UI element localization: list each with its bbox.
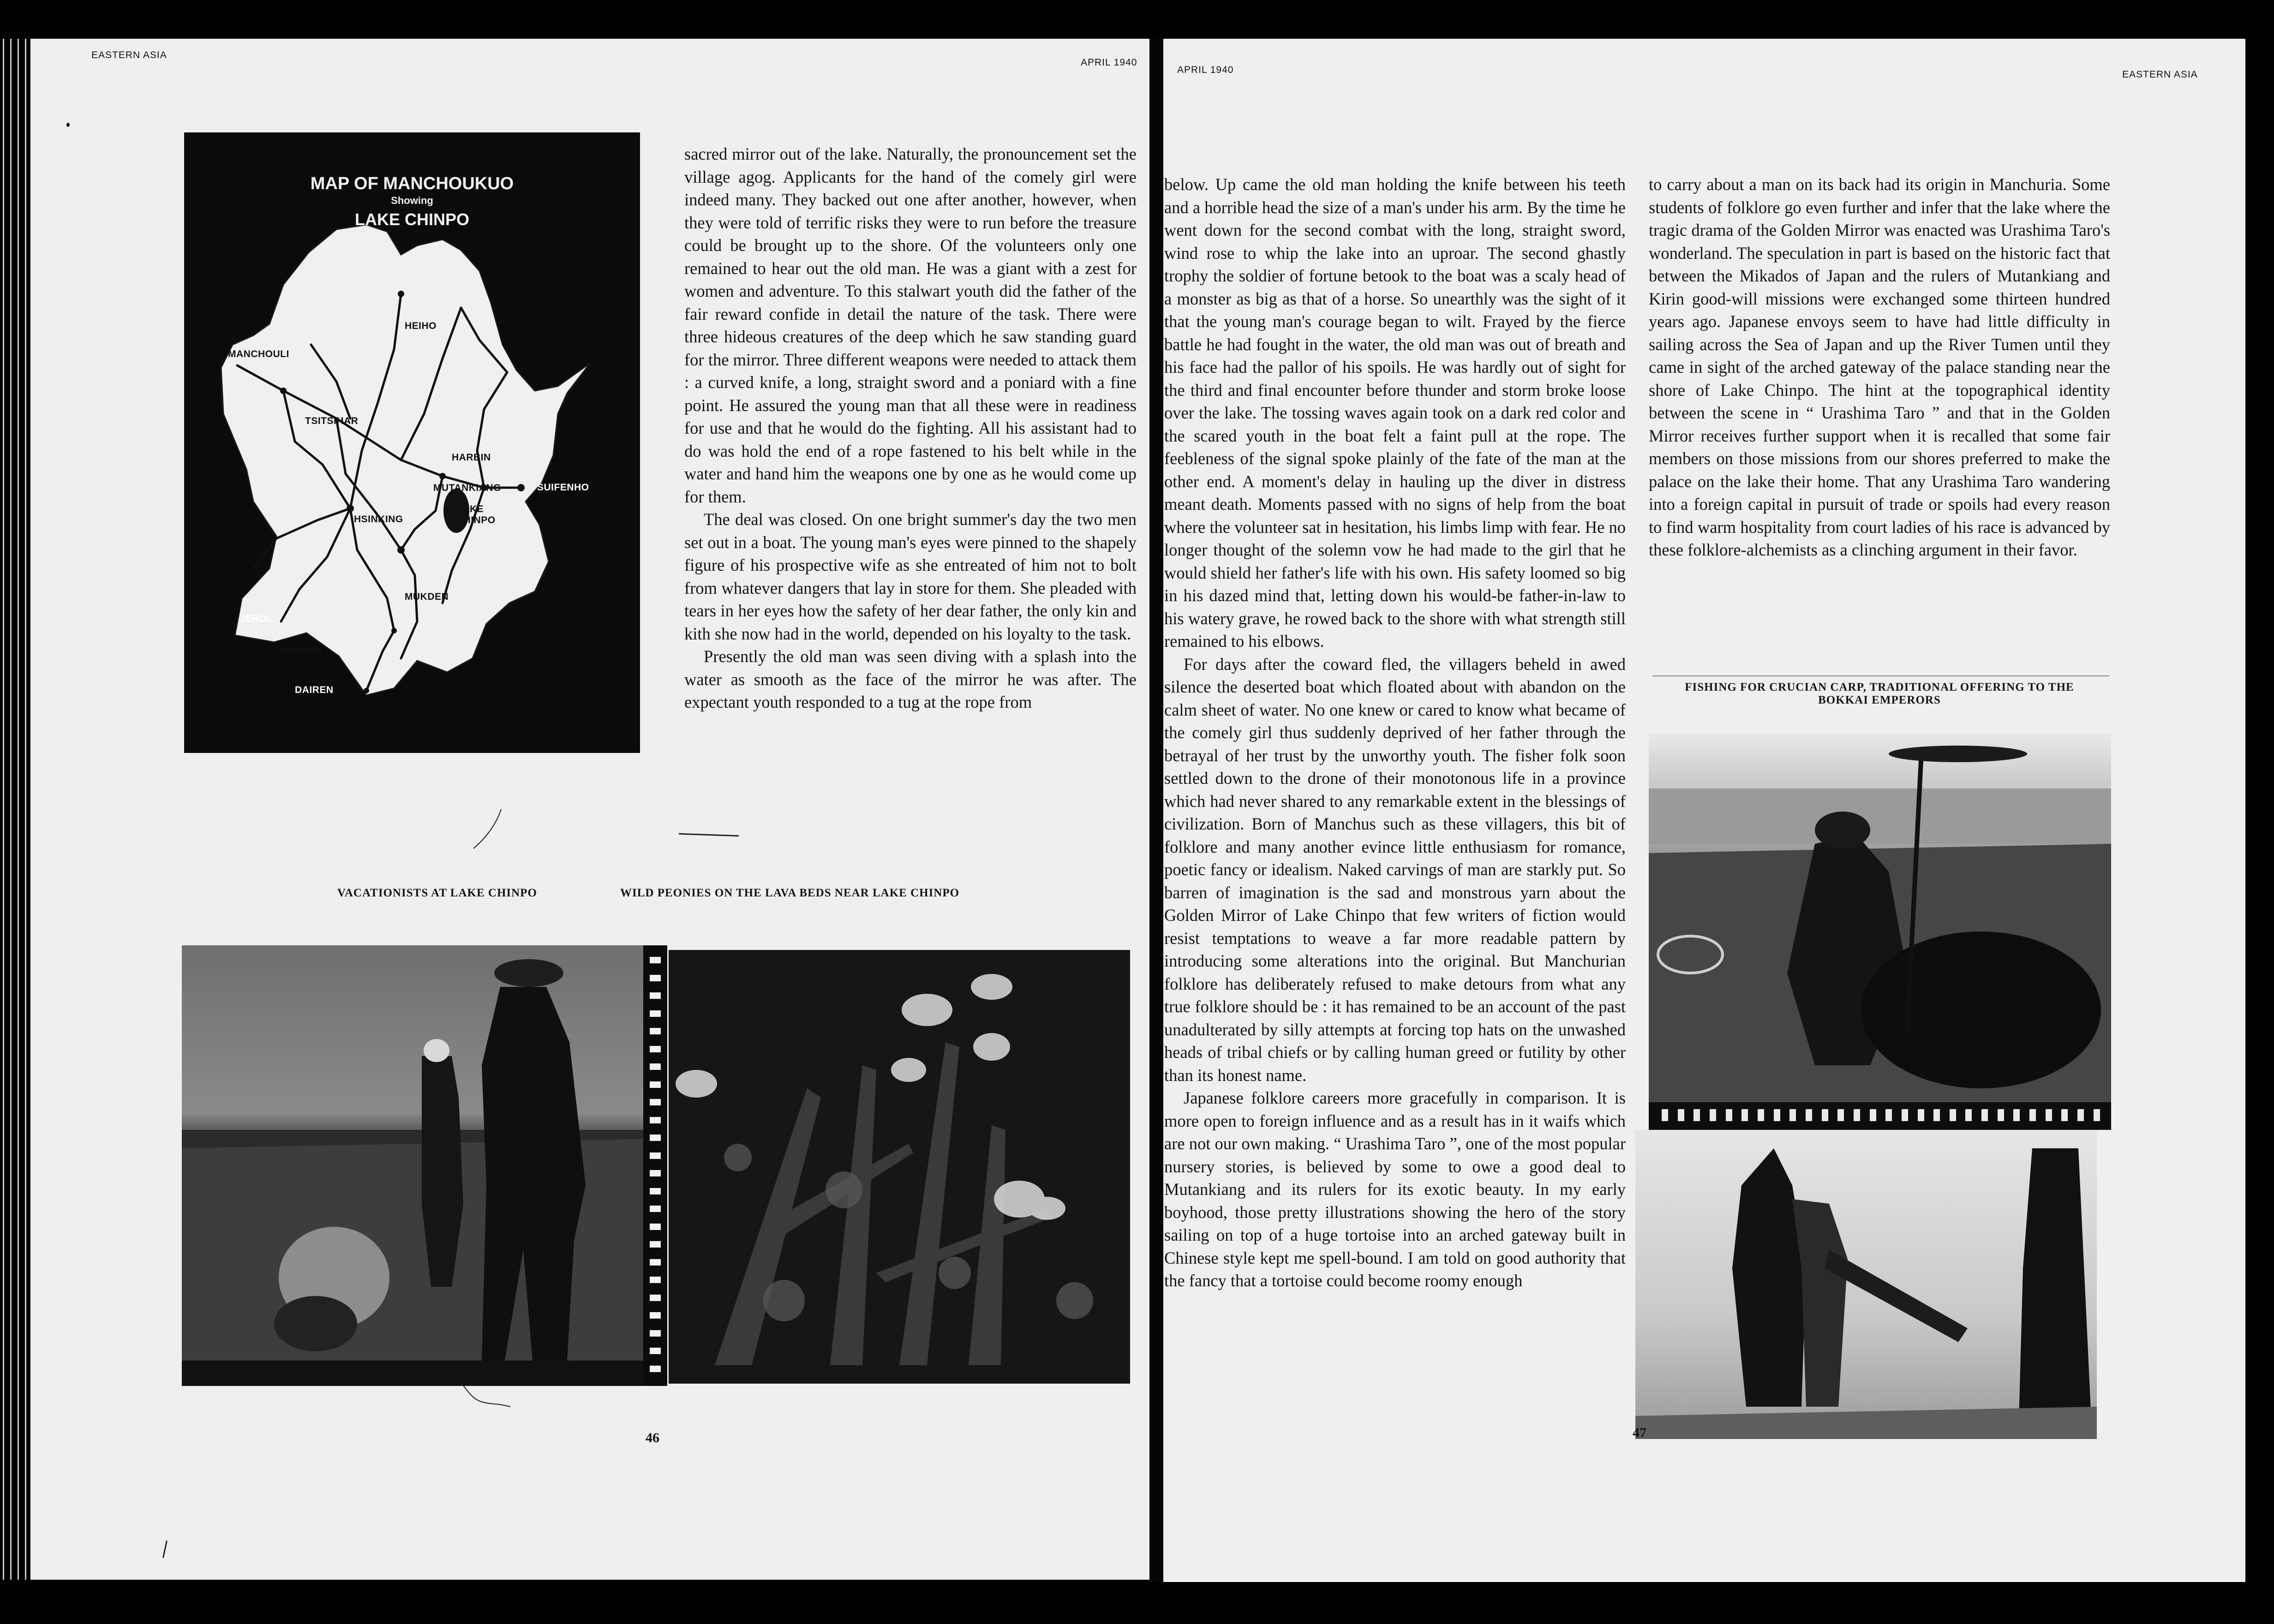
map-of-manchoukuo — [184, 132, 640, 753]
paragraph: Presently the old man was seen diving with a splash into the water as smooth as the face of the mirror he was after. The expectant youth responded to a tug at the rope from — [684, 647, 1137, 711]
city-label-jehol: JEHOL — [239, 614, 273, 624]
city-label-hsinking: HSINKING — [354, 514, 403, 525]
book-spine — [1149, 39, 1163, 1582]
right-page — [1163, 39, 2245, 1582]
city-label-lake-chinpo: LAKE CHINPO — [456, 504, 496, 525]
caption-rule — [1652, 675, 2109, 676]
city-label-mutankiang: MUTANKIANG — [433, 483, 501, 493]
pencil-underline — [679, 833, 739, 837]
city-label-shanhaikwan: SHANHAI — [276, 645, 323, 655]
paragraph: For days after the coward fled, the villagers beheld in awed silence the deserted boat which floated about with abandon on the calm sheet of water. No one knew or cared to know what became of the comely girl thus suddenly deprived of her father through the betrayal of her trust by the unworthy youth. The fisher folk soon settled down to the drone of their monotonous life in a province which had never shared to any remarkable extent in the blessings of civilization. Born of Manchus such as these villagers, this bit of folklore and many another evince little enthusiasm for romance, poetic fancy or idealism. Naked carvings of man are starkly put. So barren of imagination is the sad and monstrous yarn about the Golden Mirror of Lake Chinpo that few writers of fiction would resist temptations to weave a far more readable pattern by introducing some alterations into the original. But Manchurian folklore has deliberately refused to make detours from what any true folklore should be : it has remained to be an account of the past unadulterated by silly attempts at forcing top hats on the unwashed heads of tribal chiefs or by calling human greed or futility by other than its honest name. — [1164, 654, 1626, 1085]
photo-fishing-crucian-carp-lower — [1635, 1130, 2097, 1439]
manchoukuo-territory — [221, 225, 590, 695]
paragraph: sacred mirror out of the lake. Naturally, the pronouncement set the village agog. Applicants for the hand of the comely girl were indeed many. They backed out one after another, however, when they were told of terrific risks they were to run before the treasure could be brought up to the shore. Of the volunteers only one remained to hear out the old man. He was a giant with a zest for women and adventure. To this stalwart youth did the father of the fair reward confide in detail the nature of the task. There were three hideous creatures of the deep which he saw standing guard for the mirror. Three different weapons were needed to attack them : a curved knife, a long, straight sword and a poniard with a fine point. He assured the young man that all these were in readiness for use and that he would do the fighting. All his assistant had to do was hold the end of a rope fastened to his belt while in the water and hand him the weapons one by one as he would come up for them. — [684, 144, 1137, 506]
running-head-date: APRIL 1940 — [1177, 65, 1234, 75]
city-label-heiho: HEIHO — [405, 321, 437, 331]
city-label-manchouli: MANCHOULI — [228, 349, 289, 359]
caption-line-2: BOKKAI EMPERORS — [1818, 694, 1941, 706]
caption-line-1: FISHING FOR CRUCIAN CARP, TRADITIONAL OFFERING TO THE — [1685, 681, 2074, 693]
city-label-tsitsihar: TSITSIHAR — [305, 416, 359, 426]
pencil-squiggle — [460, 1379, 515, 1411]
paragraph: Japanese folklore careers more gracefully in comparison. It is more open to foreign influence and as a result has in it waifs which are not our own making. “ Urashima Taro ”, one of the most popular nursery stories, is believed by some to owe a good deal to Mutankiang and its rulers for its exotic beauty. In my early boyhood, those pretty illustrations showing the hero of the story sailing on top of a huge tortoise into an arched gateway built in Chinese style kept me spell-bound. I am told on good authority that the fancy that a tortoise could become roomy enough — [1164, 1088, 1626, 1290]
photo-fishing-crucian-carp-upper — [1649, 733, 2111, 1102]
right-page-text-column-1 — [1164, 173, 1626, 1292]
book-page-edges — [0, 39, 30, 1580]
map-title: MAP OF MANCHOUKUO — [310, 174, 514, 193]
city-label-harbin: HARBIN — [452, 452, 491, 463]
running-head-right: EASTERN ASIA — [2122, 69, 2198, 80]
page-number-47: 47 — [1633, 1425, 1646, 1440]
photo-vacationists-scene — [182, 945, 643, 1386]
film-sprocket-holes — [650, 957, 661, 1372]
page-number-46: 46 — [646, 1430, 659, 1445]
city-label-mukden: MUKDEN — [405, 591, 449, 602]
photo-fishing-scene-lower — [1635, 1130, 2097, 1439]
film-sprocket-holes-horizontal — [1662, 1109, 2100, 1121]
left-page — [30, 39, 1149, 1580]
map-title-lake: LAKE CHINPO — [354, 210, 469, 229]
photo-caption-crucian-carp — [1649, 681, 2110, 707]
city-label-suifenho: SUIFENHO — [537, 482, 589, 493]
photo-caption-vacationists: VACATIONISTS AT LAKE CHINPO — [337, 887, 537, 899]
running-head-left: EASTERN ASIA — [91, 50, 167, 60]
paragraph: below. Up came the old man holding the knife between his teeth and a horrible head the size of a man's under his arm. By the time he went down for the second combat with the long, straight sword, wind rose to whip the lake into an uproar. The second ghastly trophy the soldier of fortune betook to the boat was a scaly head of a monster as big as that of a horse. So unearthly was the sight of it that the young man's courage began to wilt. Frayed by the fierce battle he had fought in the water, the old man was out of breath and his face had the pallor of his spoils. He was hardly out of sight for the third and final encounter before thunder and storm broke loose over the lake. The tossing waves again took on a dark red color and the scared youth in the boat felt a faint pull at the rope. The feebleness of the signal spoke plainly of the fate of the man at the other end. A moment's delay in hauling up the diver in distress meant death. Moments passed with no signs of help from the boat where the volunteer sat in hesitation, his limbs limp with fear. He no longer thought of the solemn vow he had made to the girl that he would shield her father's life with his own. His safety loomed so big in his dazed mind that, letting down his would-be father-in-law to his watery grave, he rowed back to the shore with what strength still remained to his elbows. — [1164, 175, 1626, 651]
ink-speck — [66, 123, 70, 127]
right-page-text-column-2 — [1649, 173, 2110, 561]
photo-vacationists-at-lake-chinpo — [182, 945, 643, 1386]
city-label-dairen: DAIREN — [295, 685, 334, 695]
photo-caption-peonies: WILD PEONIES ON THE LAVA BEDS NEAR LAKE CHINPO — [620, 887, 960, 899]
pencil-mark — [469, 805, 524, 855]
photo-fishing-scene-upper — [1649, 733, 2111, 1102]
paragraph: The deal was closed. On one bright summer's day the two men set out in a boat. The young man's eyes were pinned to the shapely figure of his prospective wife as she entreated of him not to bolt from whatever dangers that lay in store for them. She pleaded with tears in her eyes how the safety of her dear father, the only kin and kith she now had in the world, depended on his loyalty to the task. — [684, 510, 1137, 643]
photo-peonies-scene — [669, 950, 1130, 1384]
pencil-tick — [162, 1540, 168, 1558]
paragraph: to carry about a man on its back had its origin in Manchuria. Some students of folklore go even further and infer that the lake where the tragic drama of the Golden Mirror was enacted was Urashima Taro's wonderland. The speculation in part is based on the historic fact that between the Mikados of Japan and the rulers of Mutankiang and Kirin good-will missions were exchanged some thirteen hundred years ago. Japanese envoys seem to have had little difficulty in sailing across the Sea of Japan and up the River Tumen until they came in sight of the arched gateway of the palace standing near the shore of Lake Chinpo. The hint at the topographical identity between the scene in “ Urashima Taro ” and that in the Golden Mirror receives further support when it is recalled that some fair members on those missions from our shores preferred to make the palace on the lake their home. That any Urashima Taro wandering into a foreign capital in pursuit of trade or spoils had every reason to find warm hospitality from court ladies of his race is advanced by these folklore-alchemists as a clinching argument in their favor. — [1649, 175, 2110, 559]
left-page-text-column — [684, 143, 1137, 714]
running-head-date: APRIL 1940 — [1081, 57, 1137, 68]
map-subtitle: Showing — [391, 195, 433, 206]
photo-wild-peonies — [669, 950, 1130, 1384]
